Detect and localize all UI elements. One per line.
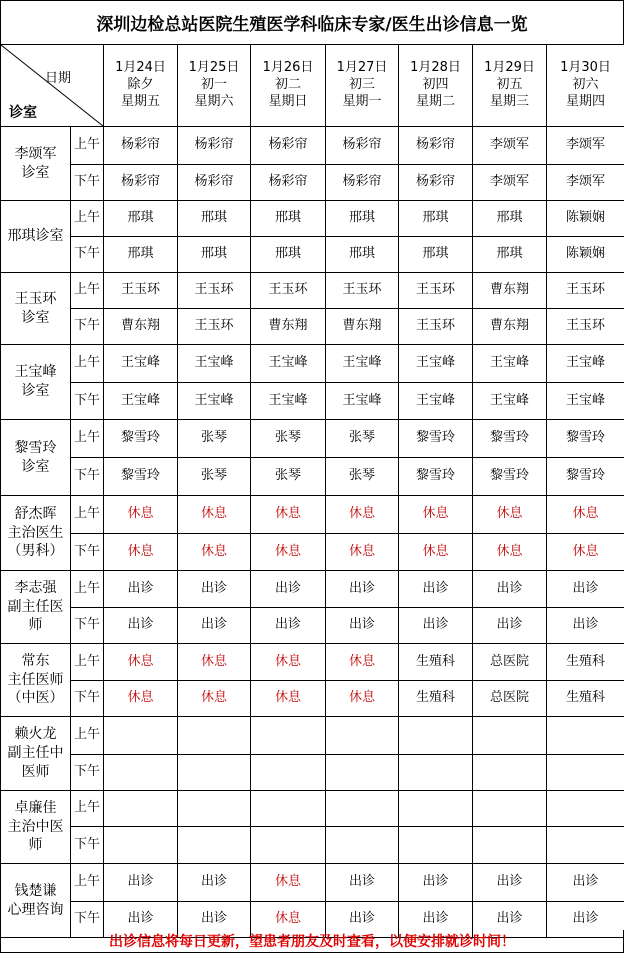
schedule-cell: 邢琪 [104, 237, 178, 273]
schedule-cell [104, 827, 178, 864]
schedule-cell [326, 791, 399, 827]
schedule-row [1, 458, 624, 496]
schedule-cell: 陈颖娴 [547, 237, 624, 273]
day-weekday: 星期五 [120, 93, 160, 109]
day-weekday: 星期六 [194, 93, 234, 109]
schedule-cell [178, 827, 251, 864]
schedule-cell: 出诊 [547, 571, 624, 608]
day-weekday: 星期一 [342, 93, 382, 109]
day-date: 1月30日 [560, 60, 611, 76]
period-label-am: 上午 [71, 717, 104, 755]
schedule-cell [104, 717, 178, 755]
room-name-line: 师 [28, 617, 43, 634]
corner-cell [1, 45, 104, 127]
schedule-cell [547, 827, 624, 864]
schedule-row [1, 571, 624, 608]
schedule-cell: 张琴 [251, 458, 326, 496]
schedule-cell: 出诊 [326, 571, 399, 608]
day-header-3 [326, 45, 399, 127]
schedule-cell: 王玉环 [399, 273, 473, 309]
schedule-cell: 张琴 [251, 420, 326, 458]
schedule-cell: 王宝峰 [399, 345, 473, 383]
period-label-am: 上午 [71, 201, 104, 237]
day-lunar: 初四 [422, 77, 449, 93]
schedule-cell: 出诊 [399, 902, 473, 938]
schedule-cell: 休息 [473, 534, 547, 571]
schedule-cell: 李颂军 [473, 127, 547, 165]
period-label-am: 上午 [71, 644, 104, 681]
period-label-pm: 下午 [71, 165, 104, 201]
schedule-cell: 杨彩帘 [326, 127, 399, 165]
schedule-row [1, 608, 624, 644]
period-label-am: 上午 [71, 791, 104, 827]
room-name-cell [1, 420, 71, 496]
schedule-cell: 黎雪玲 [104, 458, 178, 496]
period-label-pm: 下午 [71, 902, 104, 938]
schedule-cell: 曹东翔 [104, 309, 178, 345]
schedule-cell: 休息 [178, 496, 251, 534]
schedule-cell: 出诊 [473, 571, 547, 608]
schedule-cell: 休息 [178, 644, 251, 681]
schedule-cell: 王宝峰 [473, 345, 547, 383]
period-label-am: 上午 [71, 420, 104, 458]
schedule-cell: 王玉环 [178, 309, 251, 345]
schedule-row [1, 864, 624, 902]
period-label-am: 上午 [71, 864, 104, 902]
schedule-cell: 张琴 [326, 420, 399, 458]
schedule-row [1, 127, 624, 165]
schedule-cell: 出诊 [178, 571, 251, 608]
schedule-row [1, 309, 624, 345]
schedule-cell: 邢琪 [473, 237, 547, 273]
schedule-row [1, 791, 624, 827]
day-weekday: 星期二 [415, 93, 455, 109]
schedule-cell: 邢琪 [178, 237, 251, 273]
schedule-cell [251, 827, 326, 864]
schedule-cell: 休息 [399, 496, 473, 534]
day-weekday: 星期日 [268, 93, 308, 109]
schedule-cell [473, 791, 547, 827]
period-label-pm: 下午 [71, 608, 104, 644]
schedule-cell: 出诊 [473, 864, 547, 902]
period-label-pm: 下午 [71, 237, 104, 273]
room-name-line: 诊室 [21, 383, 50, 399]
schedule-cell: 休息 [326, 496, 399, 534]
schedule-cell [399, 827, 473, 864]
room-name-line: 舒杰晖 [14, 505, 57, 522]
schedule-cell: 出诊 [473, 902, 547, 938]
day-date: 1月25日 [188, 60, 240, 76]
schedule-cell: 王宝峰 [104, 345, 178, 383]
room-name-cell [1, 273, 71, 345]
schedule-cell: 杨彩帘 [399, 165, 473, 201]
schedule-cell: 邢琪 [251, 201, 326, 237]
schedule-cell: 出诊 [547, 864, 624, 902]
day-lunar: 初五 [496, 77, 523, 93]
day-lunar: 初二 [274, 77, 301, 93]
day-date: 1月29日 [484, 60, 535, 76]
schedule-row [1, 827, 624, 864]
schedule-cell: 王宝峰 [178, 383, 251, 420]
schedule-cell: 生殖科 [547, 681, 624, 717]
schedule-cell: 黎雪玲 [547, 458, 624, 496]
period-label-pm: 下午 [71, 309, 104, 345]
schedule-body [1, 127, 624, 938]
schedule-cell: 杨彩帘 [178, 165, 251, 201]
schedule-cell: 张琴 [326, 458, 399, 496]
schedule-cell: 陈颖娴 [547, 201, 624, 237]
room-name-line: 钱楚谦 [14, 882, 57, 899]
schedule-cell: 王宝峰 [399, 383, 473, 420]
room-name-cell [1, 791, 71, 864]
schedule-row [1, 420, 624, 458]
schedule-cell: 休息 [473, 496, 547, 534]
schedule-cell: 出诊 [399, 608, 473, 644]
room-name-line: 主任医师 [7, 671, 64, 688]
schedule-cell [178, 755, 251, 791]
schedule-cell [547, 791, 624, 827]
schedule-cell: 生殖科 [399, 644, 473, 681]
schedule-cell: 张琴 [178, 458, 251, 496]
room-name-cell [1, 201, 71, 273]
schedule-cell: 王宝峰 [178, 345, 251, 383]
day-date: 1月26日 [262, 60, 314, 76]
room-name-cell [1, 717, 71, 791]
period-label-am: 上午 [71, 496, 104, 534]
schedule-cell: 杨彩帘 [251, 165, 326, 201]
schedule-cell: 出诊 [547, 608, 624, 644]
schedule-cell: 休息 [326, 681, 399, 717]
schedule-cell: 黎雪玲 [547, 420, 624, 458]
period-label-pm: 下午 [71, 534, 104, 571]
day-lunar: 初三 [348, 77, 375, 93]
schedule-cell [326, 827, 399, 864]
schedule-cell: 出诊 [104, 864, 178, 902]
room-name-cell [1, 127, 71, 201]
schedule-cell: 休息 [104, 534, 178, 571]
schedule-cell: 邢琪 [104, 201, 178, 237]
schedule-cell [251, 755, 326, 791]
schedule-cell [399, 791, 473, 827]
day-header-0 [104, 45, 178, 127]
schedule-cell: 出诊 [178, 608, 251, 644]
schedule-cell [399, 755, 473, 791]
schedule-cell: 出诊 [251, 608, 326, 644]
schedule-cell: 休息 [251, 644, 326, 681]
schedule-cell: 休息 [251, 496, 326, 534]
schedule-cell: 黎雪玲 [473, 420, 547, 458]
schedule-cell: 邢琪 [326, 237, 399, 273]
day-weekday: 星期四 [565, 93, 605, 109]
schedule-cell [251, 717, 326, 755]
day-date: 1月24日 [115, 60, 166, 76]
schedule-row [1, 755, 624, 791]
schedule-cell: 生殖科 [399, 681, 473, 717]
schedule-cell: 王玉环 [547, 309, 624, 345]
room-name-line: 王玉环 [14, 290, 57, 307]
schedule-cell: 休息 [547, 496, 624, 534]
schedule-cell [473, 755, 547, 791]
schedule-cell: 黎雪玲 [104, 420, 178, 458]
header-row [1, 45, 624, 127]
schedule-cell: 王宝峰 [547, 345, 624, 383]
schedule-cell: 出诊 [104, 571, 178, 608]
schedule-cell: 王宝峰 [473, 383, 547, 420]
schedule-cell [547, 755, 624, 791]
room-name-line: 主治中医 [7, 818, 64, 835]
room-name-cell [1, 864, 71, 938]
room-name-cell [1, 644, 71, 717]
schedule-cell: 王玉环 [547, 273, 624, 309]
schedule-cell: 王玉环 [251, 273, 326, 309]
schedule-cell: 出诊 [104, 608, 178, 644]
room-name-line: 心理咨询 [7, 901, 64, 918]
schedule-cell: 杨彩帘 [104, 165, 178, 201]
schedule-cell: 王宝峰 [104, 383, 178, 420]
schedule-cell: 王玉环 [399, 309, 473, 345]
day-header-4 [399, 45, 473, 127]
day-header-5 [473, 45, 547, 127]
schedule-cell: 休息 [251, 534, 326, 571]
schedule-cell: 杨彩帘 [178, 127, 251, 165]
room-axis-label: 诊室 [9, 104, 37, 121]
page-title: 深圳边检总站医院生殖医学科临床专家/医生出诊信息一览 [0, 0, 624, 44]
room-name-line: （中医） [7, 690, 64, 707]
schedule-cell: 邢琪 [326, 201, 399, 237]
schedule-cell: 曹东翔 [251, 309, 326, 345]
room-name-line: 李颂军 [14, 145, 57, 162]
schedule-cell: 出诊 [178, 864, 251, 902]
schedule-cell: 黎雪玲 [399, 458, 473, 496]
room-name-line: 李志强 [14, 579, 57, 596]
schedule-cell: 曹东翔 [326, 309, 399, 345]
schedule-cell: 杨彩帘 [104, 127, 178, 165]
schedule-cell: 杨彩帘 [251, 127, 326, 165]
day-weekday: 星期三 [489, 93, 529, 109]
schedule-cell: 邢琪 [399, 201, 473, 237]
schedule-cell: 休息 [104, 681, 178, 717]
schedule-cell: 杨彩帘 [399, 127, 473, 165]
schedule-cell: 休息 [326, 644, 399, 681]
schedule-cell: 黎雪玲 [473, 458, 547, 496]
schedule-cell: 出诊 [326, 902, 399, 938]
schedule-row [1, 273, 624, 309]
day-lunar: 初六 [572, 77, 599, 93]
schedule-cell [104, 791, 178, 827]
schedule-cell: 休息 [547, 534, 624, 571]
room-name-cell [1, 571, 71, 644]
room-name-cell [1, 496, 71, 571]
schedule-cell: 王宝峰 [251, 345, 326, 383]
day-date: 1月27日 [336, 60, 388, 76]
room-name-line: 副主任医 [7, 598, 64, 615]
room-name-line: 诊室 [21, 309, 50, 326]
schedule-cell: 休息 [251, 864, 326, 902]
schedule-row [1, 717, 624, 755]
schedule-row [1, 165, 624, 201]
schedule-row [1, 644, 624, 681]
schedule-table [0, 44, 624, 938]
room-name-line: （男科） [7, 543, 64, 560]
period-label-pm: 下午 [71, 383, 104, 420]
schedule-cell [473, 827, 547, 864]
schedule-cell [251, 791, 326, 827]
schedule-cell: 出诊 [547, 902, 624, 938]
schedule-cell [326, 755, 399, 791]
schedule-cell [326, 717, 399, 755]
room-name-line: 黎雪玲 [14, 439, 57, 456]
schedule-cell: 出诊 [326, 864, 399, 902]
schedule-cell: 总医院 [473, 644, 547, 681]
schedule-cell: 休息 [104, 496, 178, 534]
period-label-am: 上午 [71, 345, 104, 383]
room-name-line: 邢琪诊室 [7, 228, 64, 245]
day-header-2 [251, 45, 326, 127]
schedule-cell: 出诊 [251, 571, 326, 608]
schedule-cell [473, 717, 547, 755]
day-lunar: 初一 [200, 77, 227, 93]
room-name-line: 常东 [21, 652, 50, 669]
schedule-row [1, 345, 624, 383]
schedule-cell [547, 717, 624, 755]
room-name-line: 赖火龙 [14, 726, 57, 743]
schedule-row [1, 681, 624, 717]
schedule-cell: 休息 [399, 534, 473, 571]
schedule-cell: 出诊 [178, 902, 251, 938]
schedule-cell: 李颂军 [547, 127, 624, 165]
room-name-line: 师 [28, 837, 43, 854]
day-date: 1月28日 [410, 60, 461, 76]
room-name-line: 卓廉佳 [14, 799, 57, 816]
day-lunar: 除夕 [127, 77, 154, 93]
schedule-row [1, 496, 624, 534]
room-name-line: 医师 [21, 763, 50, 780]
period-label-pm: 下午 [71, 458, 104, 496]
period-label-pm: 下午 [71, 827, 104, 864]
schedule-cell: 王玉环 [104, 273, 178, 309]
date-axis-label: 日期 [44, 71, 71, 86]
schedule-cell: 张琴 [178, 420, 251, 458]
schedule-cell: 邢琪 [399, 237, 473, 273]
schedule-cell: 出诊 [399, 864, 473, 902]
schedule-cell: 黎雪玲 [399, 420, 473, 458]
room-name-cell [1, 345, 71, 420]
period-label-am: 上午 [71, 273, 104, 309]
schedule-cell: 李颂军 [473, 165, 547, 201]
schedule-cell: 曹东翔 [473, 273, 547, 309]
schedule-cell: 李颂军 [547, 165, 624, 201]
period-label-pm: 下午 [71, 755, 104, 791]
schedule-cell: 邢琪 [251, 237, 326, 273]
schedule-cell: 休息 [326, 534, 399, 571]
schedule-cell: 王宝峰 [326, 383, 399, 420]
room-name-line: 诊室 [21, 458, 50, 475]
schedule-cell [178, 717, 251, 755]
schedule-cell: 休息 [251, 681, 326, 717]
period-label-pm: 下午 [71, 681, 104, 717]
schedule-cell: 出诊 [473, 608, 547, 644]
period-label-am: 上午 [71, 127, 104, 165]
schedule-cell [178, 791, 251, 827]
schedule-cell: 邢琪 [473, 201, 547, 237]
footer-notice: 出诊信息将每日更新，望患者朋友及时查看，以便安排就诊时间！ [0, 930, 624, 953]
schedule-cell: 王宝峰 [251, 383, 326, 420]
schedule-cell: 休息 [178, 681, 251, 717]
day-header-6 [547, 45, 624, 127]
schedule-cell: 出诊 [399, 571, 473, 608]
schedule-cell [399, 717, 473, 755]
schedule-cell: 生殖科 [547, 644, 624, 681]
schedule-row [1, 534, 624, 571]
schedule-cell: 休息 [178, 534, 251, 571]
schedule-cell: 出诊 [104, 902, 178, 938]
schedule-row [1, 383, 624, 420]
schedule-cell: 王宝峰 [547, 383, 624, 420]
schedule-cell: 出诊 [326, 608, 399, 644]
schedule-cell: 王宝峰 [326, 345, 399, 383]
period-label-am: 上午 [71, 571, 104, 608]
room-name-line: 主治医生 [7, 524, 64, 541]
schedule-cell: 邢琪 [178, 201, 251, 237]
schedule-cell: 休息 [251, 902, 326, 938]
schedule-cell: 王玉环 [178, 273, 251, 309]
schedule-cell: 王玉环 [326, 273, 399, 309]
room-name-line: 副主任中 [7, 745, 64, 762]
schedule-cell: 休息 [104, 644, 178, 681]
day-header-1 [178, 45, 251, 127]
schedule-cell: 曹东翔 [473, 309, 547, 345]
schedule-cell: 杨彩帘 [326, 165, 399, 201]
schedule-cell [104, 755, 178, 791]
schedule-row [1, 237, 624, 273]
schedule-row [1, 201, 624, 237]
schedule-cell: 总医院 [473, 681, 547, 717]
room-name-line: 王宝峰 [14, 364, 57, 381]
room-name-line: 诊室 [21, 164, 50, 181]
